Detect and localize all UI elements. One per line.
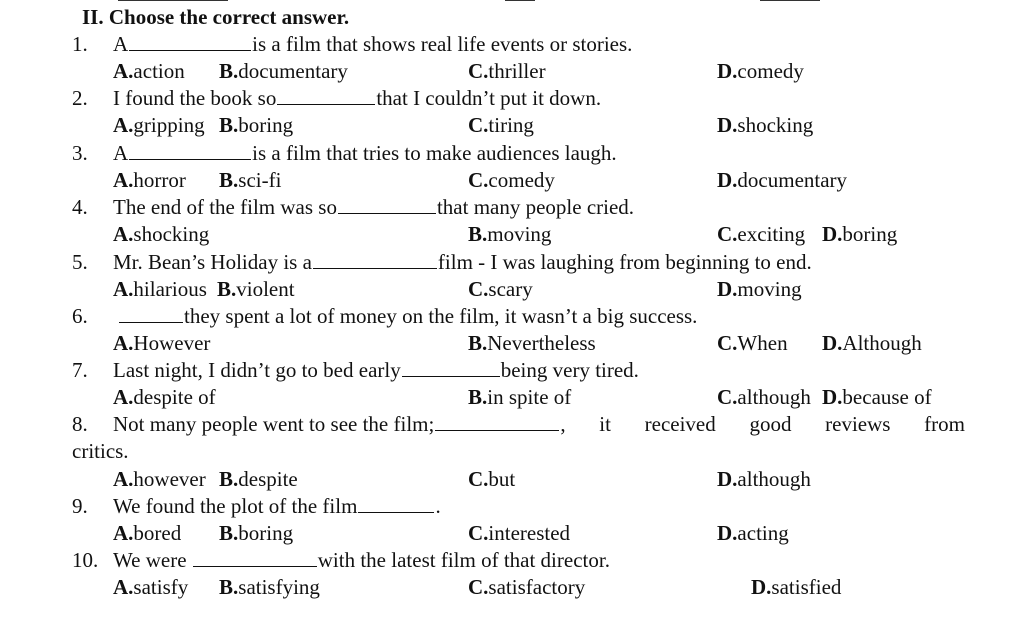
- question-9: [0, 493, 1024, 520]
- option-b[interactable]: B.in spite of: [468, 385, 572, 409]
- answer-blank[interactable]: [313, 249, 437, 269]
- option-b[interactable]: B.boring: [219, 521, 294, 545]
- question-text: Last night, I didn’t go to bed early being very tired.: [113, 358, 639, 382]
- option-d[interactable]: D.although: [717, 467, 811, 491]
- options-2: [0, 112, 1024, 139]
- question-number: 4.: [72, 195, 88, 219]
- question-number: 8.: [72, 412, 88, 436]
- option-d[interactable]: D.acting: [717, 521, 789, 545]
- option-c[interactable]: C.When: [717, 331, 788, 355]
- question-3: [0, 140, 1024, 167]
- question-number: 9.: [72, 494, 88, 518]
- question-number: 5.: [72, 250, 88, 274]
- option-b[interactable]: B.violent: [217, 277, 295, 301]
- question-5: [0, 249, 1024, 276]
- answer-blank[interactable]: [435, 411, 559, 431]
- options-6: [0, 330, 1024, 357]
- option-a[interactable]: A.horror: [113, 168, 186, 192]
- question-text: A is a film that tries to make audiences laugh.: [113, 141, 617, 165]
- option-d[interactable]: D.shocking: [717, 113, 814, 137]
- question-text: Not many people went to see the film; , it received good reviews from: [113, 412, 965, 436]
- option-d[interactable]: D.comedy: [717, 59, 804, 83]
- option-d[interactable]: D.moving: [717, 277, 802, 301]
- option-a[interactable]: A.action: [113, 59, 185, 83]
- question-10: [0, 547, 1024, 574]
- options-3: [0, 167, 1024, 194]
- options-10: [0, 574, 1024, 601]
- option-c[interactable]: C.comedy: [468, 168, 555, 192]
- question-8-continuation: [0, 438, 1024, 465]
- question-number: 3.: [72, 141, 88, 165]
- option-c[interactable]: C.thriller: [468, 59, 546, 83]
- option-c[interactable]: C.but: [468, 467, 516, 491]
- answer-blank[interactable]: [129, 140, 251, 160]
- option-b[interactable]: B.boring: [219, 113, 294, 137]
- question-number: 10.: [72, 548, 99, 572]
- option-a[interactable]: A.despite of: [113, 385, 216, 409]
- option-a[interactable]: A.hilarious: [113, 277, 207, 301]
- question-text: We were with the latest film of that director.: [113, 548, 610, 572]
- options-1: [0, 58, 1024, 85]
- question-number: 1.: [72, 32, 88, 56]
- option-d[interactable]: D.boring: [822, 222, 898, 246]
- question-text: The end of the film was so that many people cried.: [113, 195, 635, 219]
- option-a[interactable]: A.satisfy: [113, 575, 189, 599]
- answer-blank[interactable]: [277, 85, 375, 105]
- question-8: [0, 411, 1024, 438]
- answer-blank[interactable]: [358, 493, 434, 513]
- section-heading: II. Choose the correct answer.: [82, 5, 350, 29]
- question-text: they spent a lot of money on the film, it wasn’t a big success.: [118, 303, 697, 330]
- answer-blank[interactable]: [338, 194, 436, 214]
- option-d[interactable]: D.because of: [822, 385, 932, 409]
- options-7: [0, 384, 1024, 411]
- question-7: [0, 357, 1024, 384]
- option-b[interactable]: B.satisfying: [219, 575, 320, 599]
- top-rule: [118, 0, 228, 1]
- question-number: 6.: [72, 304, 88, 328]
- options-4: [0, 221, 1024, 248]
- top-rule: [760, 0, 820, 1]
- options-8: [0, 466, 1024, 493]
- question-text-continuation: critics.: [72, 439, 129, 463]
- question-number: 2.: [72, 86, 88, 110]
- option-c[interactable]: C.exciting: [717, 222, 806, 246]
- options-9: [0, 520, 1024, 547]
- question-2: [0, 85, 1024, 112]
- option-d[interactable]: D.satisfied: [751, 575, 842, 599]
- option-a[interactable]: A.shocking: [113, 222, 210, 246]
- option-b[interactable]: B.despite: [219, 467, 298, 491]
- option-c[interactable]: C.tiring: [468, 113, 534, 137]
- option-d[interactable]: D.documentary: [717, 168, 848, 192]
- option-c[interactable]: C.scary: [468, 277, 533, 301]
- answer-blank[interactable]: [193, 547, 317, 567]
- option-b[interactable]: B.documentary: [219, 59, 348, 83]
- option-b[interactable]: B.sci-fi: [219, 168, 282, 192]
- option-a[interactable]: A.gripping: [113, 113, 205, 137]
- option-a[interactable]: A.However: [113, 331, 211, 355]
- question-text: Mr. Bean’s Holiday is a film - I was laughing from beginning to end.: [113, 250, 812, 274]
- question-1: [0, 31, 1024, 58]
- question-text: We found the plot of the film .: [113, 494, 441, 518]
- answer-blank[interactable]: [119, 303, 183, 323]
- answer-blank[interactable]: [402, 357, 500, 377]
- options-5: [0, 276, 1024, 303]
- option-b[interactable]: B.Nevertheless: [468, 331, 596, 355]
- option-c[interactable]: C.satisfactory: [468, 575, 586, 599]
- option-b[interactable]: B.moving: [468, 222, 552, 246]
- question-number: 7.: [72, 358, 88, 382]
- option-c[interactable]: C.interested: [468, 521, 571, 545]
- question-text: A is a film that shows real life events or stories.: [113, 32, 633, 56]
- option-a[interactable]: A.however: [113, 467, 206, 491]
- answer-blank[interactable]: [129, 31, 251, 51]
- option-c[interactable]: C.although: [717, 385, 811, 409]
- question-4: [0, 194, 1024, 221]
- option-d[interactable]: D.Although: [822, 331, 922, 355]
- top-rule: [505, 0, 535, 1]
- question-text: I found the book so that I couldn’t put it down.: [113, 86, 602, 110]
- question-6: [0, 303, 1024, 330]
- option-a[interactable]: A.bored: [113, 521, 182, 545]
